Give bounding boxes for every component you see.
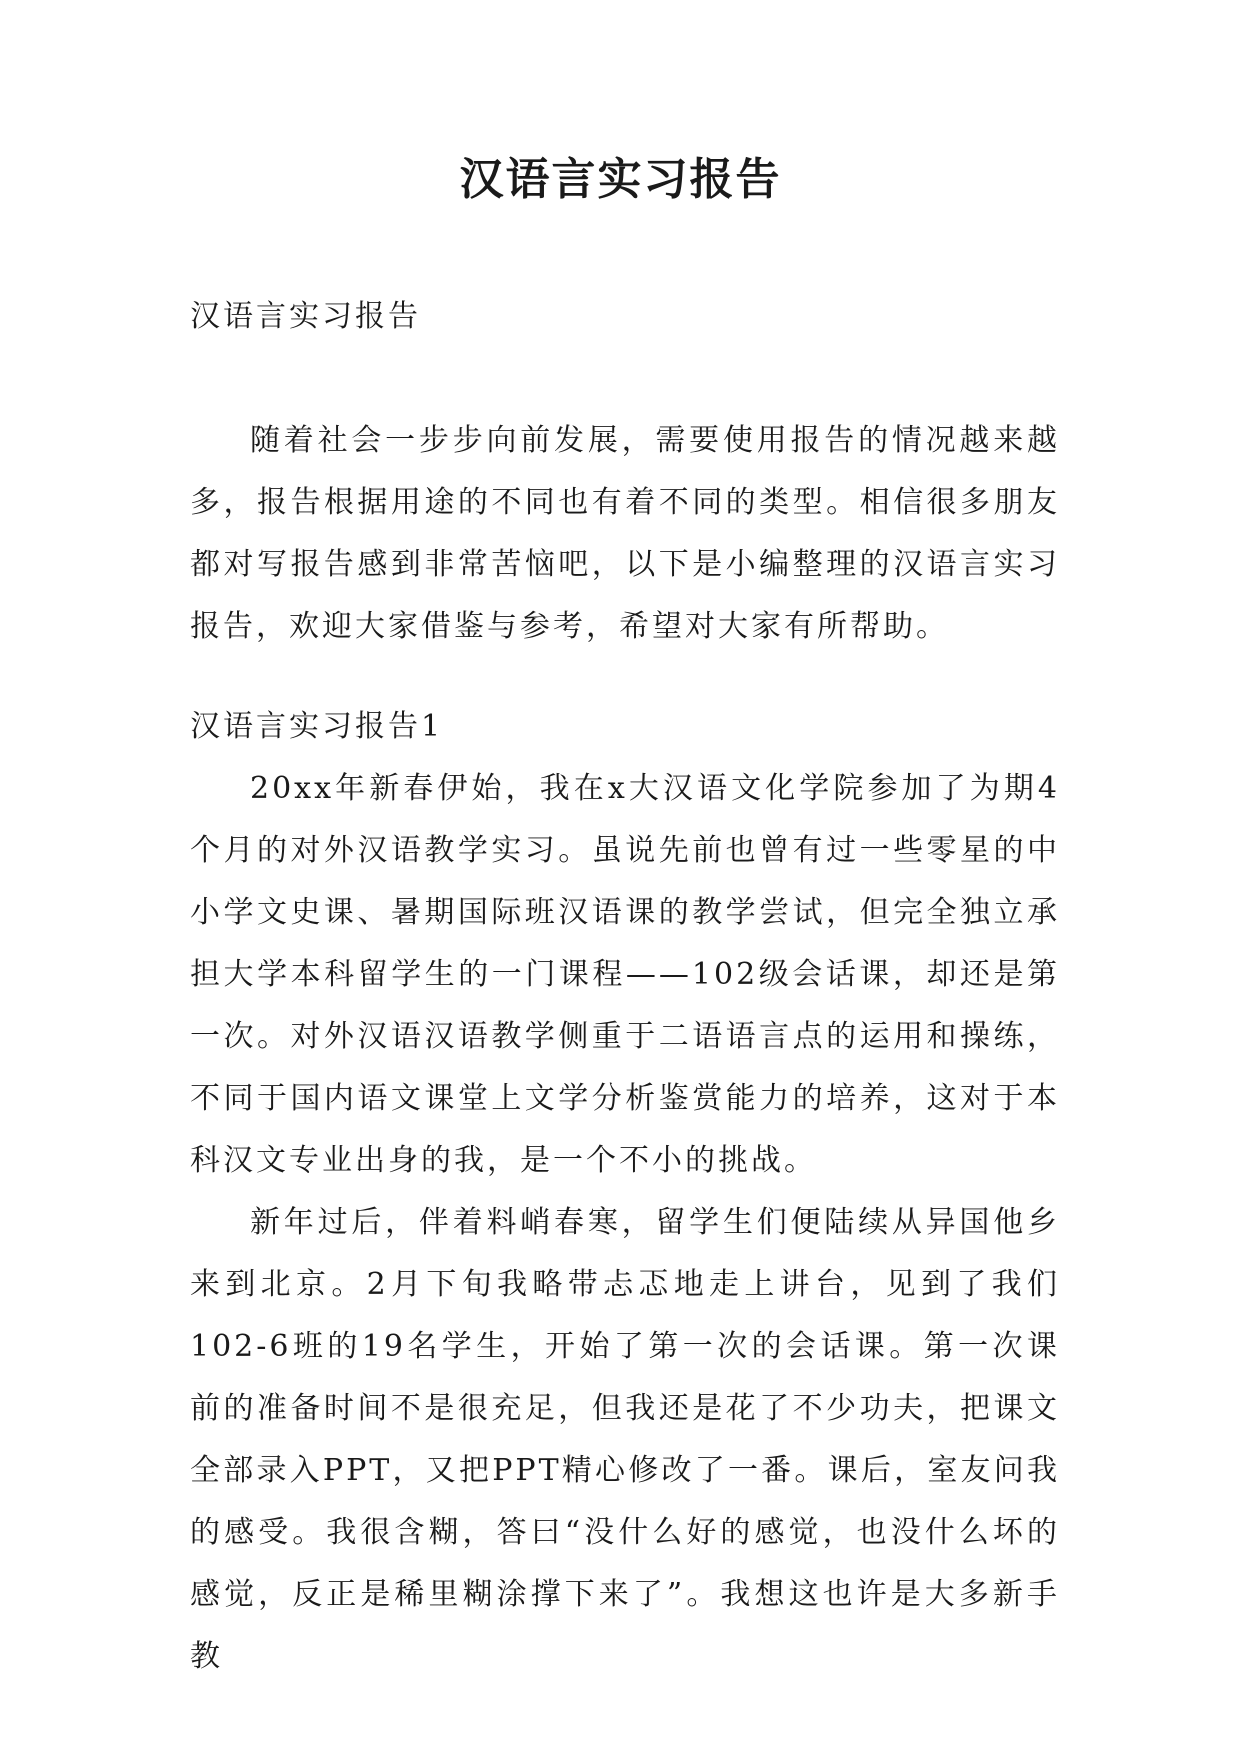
body-paragraph-1: 20xx年新春伊始，我在x大汉语文化学院参加了为期4个月的对外汉语教学实习。虽说先前也曾有过一些零星的中小学文史课、暑期国际班汉语课的教学尝试，但完全独立承担大学本科留学生的一门课程——102级会话课，却还是第一次。对外汉语汉语教学侧重于二语语言点的运用和操练，不同于国内语文课堂上文学分析鉴赏能力的培养，这对于本科汉文专业出身的我，是一个不小的挑战。 [190,771,1060,1178]
body-paragraph-2: 新年过后，伴着料峭春寒，留学生们便陆续从异国他乡来到北京。2月下旬我略带忐忑地走上讲台，见到了我们102-6班的19名学生，开始了第一次的会话课。第一次课前的准备时间不是很充足，但我还是花了不少功夫，把课文全部录入PPT，又把PPT精心修改了一番。课后，室友问我的感受。我很含糊，答曰“没什么好的感觉，也没什么坏的感觉，反正是稀里糊涂撑下来了”。我想这也许是大多新手教 [190,1205,1060,1674]
subtitle-text: 汉语言实习报告 [190,299,421,334]
section-heading-text: 汉语言实习报告1 [190,709,444,744]
document-title: 汉语言实习报告 [459,154,782,205]
document-subtitle [190,286,1060,348]
section-body [190,758,1060,1688]
section-heading [190,696,1060,758]
intro-paragraph [190,410,1060,658]
intro-text: 随着社会一步步向前发展，需要使用报告的情况越来越多，报告根据用途的不同也有着不同的类型。相信很多朋友都对写报告感到非常苦恼吧，以下是小编整理的汉语言实习报告，欢迎大家借鉴与参考，希望对大家有所帮助。 [190,423,1060,644]
